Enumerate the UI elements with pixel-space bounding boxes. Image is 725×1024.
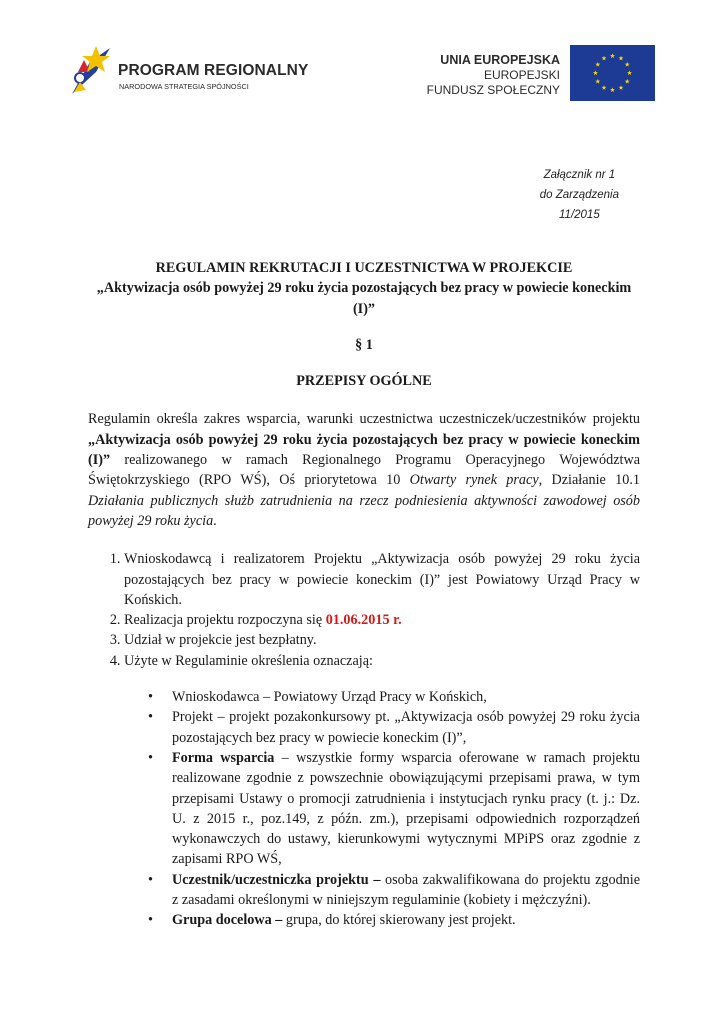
intro-text-1: Regulamin określa zakres wsparcia, warunki uczestnictwa uczestniczek/uczestników projektu — [88, 411, 640, 428]
program-regionalny-logo — [70, 42, 310, 102]
definition-5-text: grupa, do której skierowany jest projekt. — [282, 912, 516, 929]
document-body — [88, 258, 640, 931]
definitions-list — [148, 687, 640, 931]
intro-priority-axis: Otwarty rynek pracy — [409, 472, 539, 489]
definition-item — [148, 687, 640, 707]
section-heading: PRZEPISY OGÓLNE — [296, 373, 432, 390]
item-1-text: Wnioskodawcą i realizatorem Projektu „Aktywizacja osób powyżej 29 roku życia pozostających bez pracy w powiecie koneckim (I)” jest Powiatowy Urząd Pracy w Końskich. — [124, 551, 640, 608]
definition-3-text: – wszystkie formy wsparcia oferowane w ramach projektu realizowane zgodnie z powszechnie obowiązującymi przepisami prawa, w tym przepisami Ustawy o promocji zatrudnienia i instytucjach rynku pracy (t. j.: Dz. U. z 2015 r., poz.149, z późn. zm.), przepisami odpowiednich rozporządzeń wykonawczych do ustawy, kierunkowymi wytycznymi MPiPS oraz zgodnie z zapisami RPO WŚ, — [172, 749, 640, 868]
program-subtitle: NARODOWA STRATEGIA SPÓJNOŚCI — [119, 82, 249, 91]
document-title — [88, 258, 640, 319]
item-2-text: Realizacja projektu rozpoczyna się — [124, 612, 326, 629]
eu-line-1: UNIA EUROPEJSKA — [440, 53, 560, 67]
page-header — [0, 0, 725, 110]
bullet-icon: • — [148, 912, 153, 929]
definition-4-term: Uczestnik/uczestniczka projektu – — [172, 871, 381, 888]
program-title: PROGRAM REGIONALNY — [118, 62, 309, 79]
annex-line-2: do Zarządzenia — [539, 189, 619, 201]
intro-text-4: . — [213, 512, 217, 529]
list-item — [124, 549, 640, 610]
title-line-2: „Aktywizacja osób powyżej 29 roku życia pozostających bez pracy w powiecie koneckim (I)” — [96, 280, 632, 317]
intro-project-name: „Aktywizacja osób powyżej 29 roku życia pozostających bez pracy w powiecie koneckim (I)” — [88, 431, 640, 469]
annex-line-1: Załącznik nr 1 — [543, 169, 616, 181]
item-4-text: Użyte w Regulaminie określenia oznaczają: — [124, 652, 373, 669]
intro-text-2: realizowanego w ramach Regionalnego Programu Operacyjnego Województwa Świętokrzyskiego (RPO WŚ), Oś priorytetowa 10 — [88, 452, 640, 489]
bullet-icon: • — [148, 689, 153, 706]
section-number: § 1 — [355, 336, 373, 353]
definition-4-text: osoba zakwalifikowana do projektu zgodnie z zasadami określonymi w niniejszym regulaminie (kobiety i mężczyźni). — [172, 871, 640, 909]
definition-item — [148, 707, 640, 748]
program-regionalny-emblem-icon — [70, 42, 114, 96]
intro-text-3: , Działanie 10.1 — [538, 472, 640, 489]
list-item — [124, 610, 640, 630]
definition-2: Projekt – projekt pozakonkursowy pt. „Aktywizacja osób powyżej 29 roku życia pozostających bez pracy w powiecie koneckim (I)”, — [172, 709, 640, 746]
eu-text-block — [427, 53, 560, 98]
item-3-text: Udział w projekcie jest bezpłatny. — [124, 632, 317, 649]
list-item — [124, 630, 640, 650]
eu-flag-icon — [570, 45, 655, 101]
intro-measure-name: Działania publicznych służb zatrudnienia na rzecz podniesienia aktywności zawodowej osób powyżej 29 roku życia — [88, 492, 640, 529]
definition-item — [148, 748, 640, 870]
definition-1: Wnioskodawca – Powiatowy Urząd Pracy w Końskich, — [172, 689, 487, 706]
intro-paragraph — [88, 409, 640, 531]
eu-logo — [426, 48, 660, 103]
eu-line-2: EUROPEJSKI — [483, 68, 560, 82]
definition-item — [148, 870, 640, 911]
annex-note — [540, 165, 619, 225]
eu-line-3: FUNDUSZ SPOŁECZNY — [426, 83, 560, 97]
definition-item — [148, 910, 640, 930]
list-item — [124, 651, 640, 671]
bullet-icon: • — [148, 749, 153, 766]
numbered-list — [88, 549, 640, 671]
bullet-icon: • — [148, 709, 153, 726]
annex-line-3: 11/2015 — [559, 209, 600, 221]
definition-5-term: Grupa docelowa – — [172, 912, 283, 929]
bullet-icon: • — [148, 871, 153, 888]
definition-3-term: Forma wsparcia — [172, 749, 275, 766]
start-date: 01.06.2015 r. — [325, 612, 402, 629]
title-line-1: REGULAMIN REKRUTACJI I UCZESTNICTWA W PROJEKCIE — [155, 260, 573, 276]
